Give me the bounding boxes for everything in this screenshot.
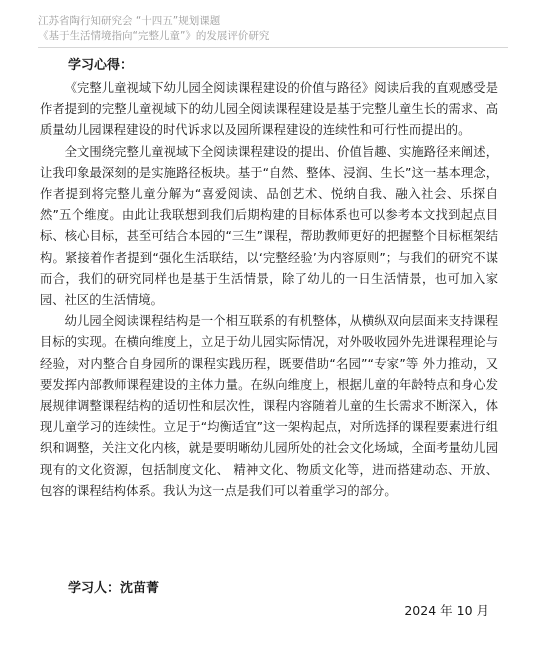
document-body [40,78,498,502]
header-line-1: 江苏省陶行知研究会 “十四五”规划课题 [38,15,221,27]
learner-name: 学习人：沈苗菁 [68,581,160,596]
header-line-2: 《基于生活情境指向“完整儿童”》的发展评价研究 [38,30,270,42]
paragraph-2: 全文围绕完整儿童视域下全阅读课程建设的提出、价值旨趣、实施路径来阐述，让我印象最深刻的是实施路径板块。基于“自然、整体、浸润、生长”这一基本理念，作者提到将完整儿童分解为“喜爱阅读、品创艺术、悦纳自我、融入社会、乐探自然”五个维度。由此让我联想到我们后期构建的目标体系也可以参考本文找到起点目标、核心目标，甚至可结合本园的“三生”课程，帮助教师更好的把握整个目标框架结构。紧接着作者提到“强化生活联结，以‘完整经验’为内容原则”；与我们的研究不谋而合，我们的研究同样也是基于生活情景，除了幼儿的一日生活情景，也可加入家园、社区的生活情境。 [40,144,498,308]
paragraph-3: 幼儿园全阅读课程结构是一个相互联系的有机整体，从横纵双向层面来支持课程目标的实现。在横向维度上，立足于幼儿园实际情况，对外吸收园外先进课程理论与经验，对内整合自身园所的课程实践历程，既要借助“名园”“专家”等 外力推动，又要发挥内部教师课程建设的主体力量。在纵向维度上，根据儿童的年龄特点和身心发展规律调整课程结构的适切性和层次性，课程内容随着儿童的生长需求不断深入，体现儿童学习的连续性。立足于“均衡适宜”这一架构起点，对所选择的课程要素进行组织和调整，关注文化内核，就是要明晰幼儿园所处的社会文化场域，全面考量幼儿园现有的文化资源，包括制度文化、 精神文化、物质文化等，进而搭建动态、开放、包容的课程结构体系。我认为这一点是我们可以着重学习的部分。 [40,314,498,498]
document-date: 2024 年 10 月 [404,603,489,618]
section-title: 学习心得： [68,58,134,73]
paragraph-1: 《完整儿童视域下幼儿园全阅读课程建设的价值与路径》阅读后我的直观感受是作者提到的完整儿童视域下的幼儿园全阅读课程建设是基于完整儿童生长的需求、高质量幼儿园课程建设的时代诉求以及园所课程建设的连续性和可行性而提出的。 [40,81,498,138]
page-header [38,14,508,48]
